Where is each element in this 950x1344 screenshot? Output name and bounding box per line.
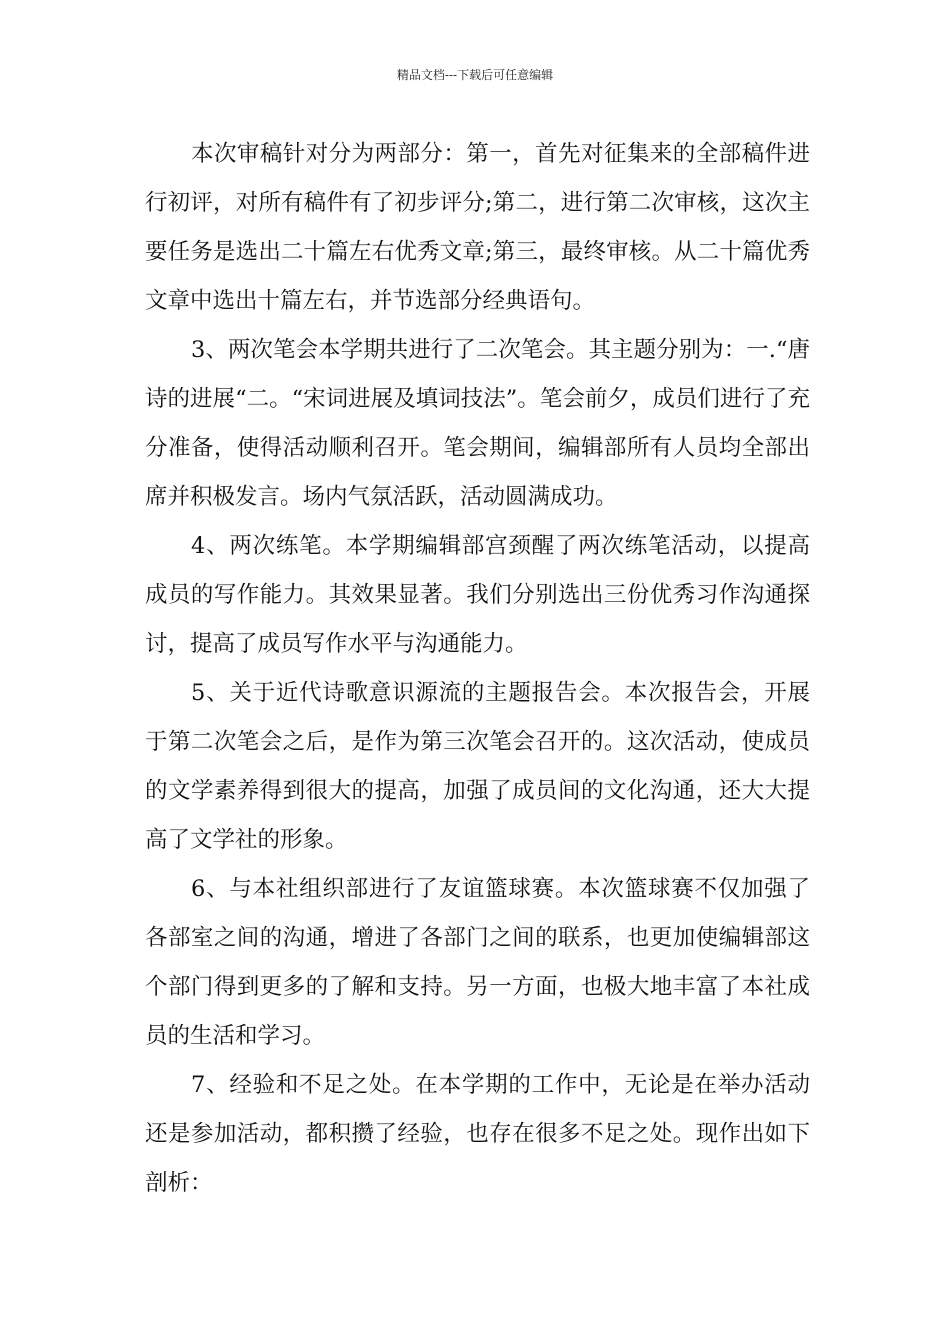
document-body (145, 130, 810, 1208)
paragraph-poetry-report: 5、关于近代诗歌意识源流的主题报告会。本次报告会，开展于第二次笔会之后，是作为第三次笔会召开的。这次活动，使成员的文学素养得到很大的提高，加强了成员间的文化沟通，还大大提高了文学社的形象。 (145, 680, 810, 853)
page-header: 精品文档---下载后可任意编辑 (396, 68, 554, 82)
paragraph-review: 本次审稿针对分为两部分：第一，首先对征集来的全部稿件进行初评，对所有稿件有了初步评分;第二，进行第二次审核，这次主要任务是选出二十篇左右优秀文章;第三，最终审核。从二十篇优秀文章中选出十篇左右，并节选部分经典语句。 (145, 141, 810, 314)
paragraph-basketball-match: 6、与本社组织部进行了友谊篮球赛。本次篮球赛不仅加强了各部室之间的沟通，增进了各部门之间的联系，也更加使编辑部这个部门得到更多的了解和支持。另一方面，也极大地丰富了本社成员的生活和学习。 (145, 876, 810, 1049)
paragraph-experience: 7、经验和不足之处。在本学期的工作中，无论是在举办活动还是参加活动，都积攒了经验，也存在很多不足之处。现作出如下剖析： (145, 1072, 810, 1196)
paragraph-writing-practice: 4、两次练笔。本学期编辑部宫颈醒了两次练笔活动，以提高成员的写作能力。其效果显著。我们分别选出三份优秀习作沟通探讨，提高了成员写作水平与沟通能力。 (145, 533, 810, 657)
paragraph-writing-meetings: 3、两次笔会本学期共进行了二次笔会。其主题分别为：一.“唐诗的进展“二。“宋词进展及填词技法”。笔会前夕，成员们进行了充分准备，使得活动顺利召开。笔会期间，编辑部所有人员均全部出席并积极发言。场内气氛活跃，活动圆满成功。 (145, 337, 810, 510)
